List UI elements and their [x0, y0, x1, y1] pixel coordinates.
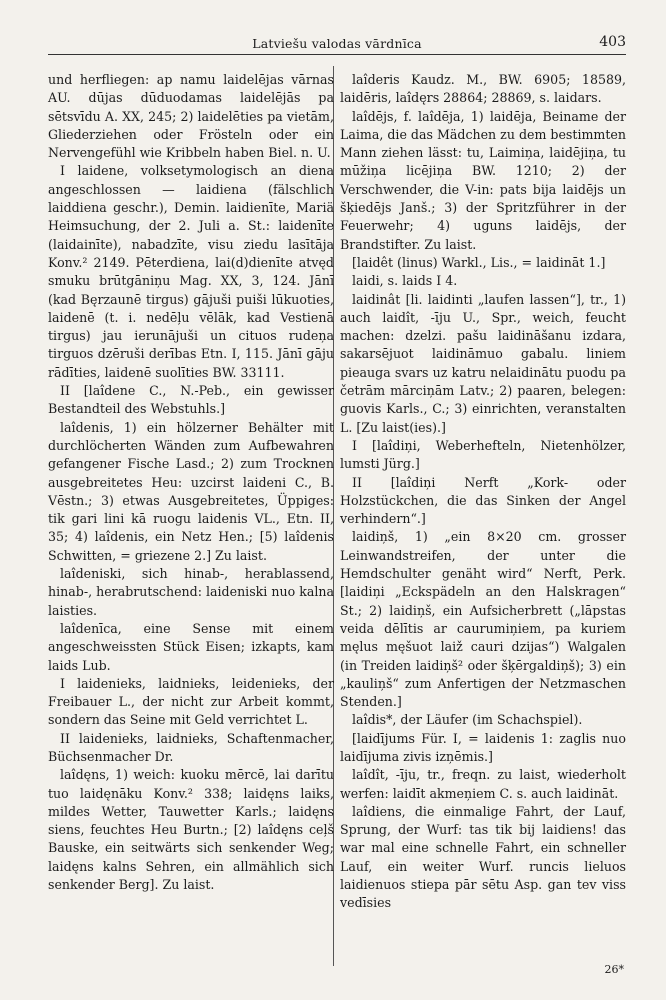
dictionary-entry: II laidenieks, laidnieks, Schaftenmacher, Büchsenmacher Dr. — [48, 730, 334, 764]
page-number: 403 — [599, 34, 626, 50]
dictionary-entry: laidi, s. laids I 4. — [352, 273, 458, 289]
dictionary-entry: laîdenis, 1) ein hölzerner Behälter mit durchlöcherten Wänden zum Aufbewahren gefangener Fische Lasd.; 2) zum Trocknen ausgebreitetes Heu: uzcirst laideni C., B. Vēstn.; 3) etwas Ausgebreitetes, Üppiges: tik gari lini kā ruogu laidenis VL., Etn. II, 35; 4) laîdenis, ein Netz Hen.; [5) laîdenis Schwitten, = griezene 2.] Zu laist. — [48, 419, 334, 563]
running-head — [48, 34, 626, 55]
dictionary-entry: I [laîdiņi, Weberhefteln, Nietenhölzer, lumsti Jürg.] — [340, 437, 626, 472]
dictionary-entry: laîdeniski, sich hinab-, herablassend, hinab-, herabrutschend: laideniski nuo kalna laisties. — [48, 566, 334, 618]
signature-mark: 26* — [604, 963, 624, 976]
dictionary-entry: laidinât [li. laidinti „laufen lassen“], tr., 1) auch laidît, -īju U., Spr., weich, feucht machen: dzelzi. pašu laidināšanu izdara, sakarsējuot laidināmuo gabalu. liniem pieauga svars uz katru nelaidinātu puodu pa četrām mārciņām Latv.; 2) paaren, belegen: guovis Karls., C.; 3) einrichten, veranstalten L. [Zu laist(ies).] — [340, 291, 626, 435]
dictionary-entry: laîdît, -īju, tr., freqn. zu laist, wiederholt werfen: laidīt akmeņiem C. s. auch laidināt. — [340, 767, 626, 801]
dictionary-entry: laidiņš, 1) „ein 8×20 cm. grosser Leinwandstreifen, der unter die Hemdschulter genäht wird“ Nerft, Perk. [laidiņi „Eckspädeln an den Halskragen“ St.; 2) laidiņš, ein Aufsicherbrett („lāpstas veida dēlītis ar caurumiņiem, pa kuriem męlus męšuot laiž cauri dzijas“) Walgalen (in Treiden laidiņš² oder šķērgaldiņš); 3) ein „kauliņš“ zum Anfertigen der Netzmaschen Stenden.] — [340, 529, 626, 710]
dictionary-entry: II [laîdene C., N.-Peb., ein gewisser Bestandteil des Webstuhls.] — [48, 383, 334, 417]
dictionary-entry: laîdis*, der Läufer (im Schachspiel). — [352, 712, 583, 728]
dictionary-entry: und herfliegen: ap namu laidelējas vārnas AU. dūjas dūduodamas laidelējās pa sētsvīdu A. XX, 245; 2) laidelēties pa vietām, Gliederziehen oder Frösteln oder ein Nervengefühl wie Kribbeln haben Biel. n. U. — [48, 72, 334, 161]
dictionary-entry: [laidījums Für. I, = laidenis 1: zaglis nuo laidījuma zivis izņēmis.] — [340, 730, 626, 764]
dictionary-entry: laîdiens, die einmalige Fahrt, der Lauf, Sprung, der Wurf: tas tik bij laidiens! das war mal eine schnelle Fahrt, ein schneller Lauf, ein weiter Wurf. runcis lieluos laidienuos stiepa pār sētu Asp. gan tev viss vedīsies — [340, 803, 626, 911]
dictionary-entry: I laidenieks, laidnieks, leidenieks, der Freibauer L., der nicht zur Arbeit kommt, sondern das Seine mit Geld verrichtet L. — [48, 675, 334, 728]
page-title: Latviešu valodas vārdnīca — [252, 36, 422, 51]
dictionary-entry: II [laîdiņi Nerft „Kork- oder Holzstückchen, die das Sinken der Angel verhindern“.] — [340, 474, 626, 527]
dictionary-entry: laîderis Kaudz. M., BW. 6905; 18589, laidēris, laîdęrs 28864; 28869, s. laidars. — [340, 72, 626, 106]
dictionary-entry: laîdējs, f. laîdēja, 1) laidēja, Beiname der Laima, die das Mädchen zu dem bestimmten Mann ziehen lässt: tu, Laimiņa, laidējiņa, tu mūžiņa licējiņa BW. 1210; 2) der Verschwender, die V-in: pats bija laidējs un šķiedējs Janš.; 3) der Spritzführer in der Feuerwehr; 4) uguns laidējs, der Brandstifter. Zu laist. — [340, 108, 626, 252]
left-column — [48, 71, 334, 894]
dictionary-entry: I laidene, volksetymologisch an diena angeschlossen — laidiena (fälschlich laiddiena geschr.), Demin. laidienīte, Mariä Heimsuchung, der 2. Juli a. St.: laidenīte (laidainīte), nabadzīte, visu ziedu lasītāja Konv.² 2149. Pēterdiena, lai(d)dienīte atvęd smuku brūtgāniņu Mag. XX, 3, 124. Jānī (kad Bęrzaunē tirgus) gājuši puiši lūkuoties, laidenē (t. i. nedēļu vēlāk, kad Vestienā tirgus) jau ierunājuši un cituos rudeņa tirguos dzēruši derības Etn. I, 115. Jānī gāju rādīties, laidenē suolīties BW. 33111. — [48, 163, 334, 380]
dictionary-entry: laîdęns, 1) weich: kuoku mērcē, lai darītu tuo laidęnāku Konv.² 338; laidęns laiks, mildes Wetter, Tauwetter Karls.; laidęns siens, feuchtes Heu Burtn.; [2) laîdęns ceļš Bauske, ein seitwärts sich senkender Weg; laidęns kalns Sehren, ein allmählich sich senkender Berg]. Zu laist. — [48, 767, 334, 893]
dictionary-entry: [laidêt (linus) Warkl., Lis., = laidināt 1.] — [352, 254, 606, 270]
right-column — [340, 71, 626, 913]
dictionary-entry: laîdenīca, eine Sense mit einem angeschweissten Stück Eisen; izkapts, kam laids Lub. — [48, 620, 334, 673]
